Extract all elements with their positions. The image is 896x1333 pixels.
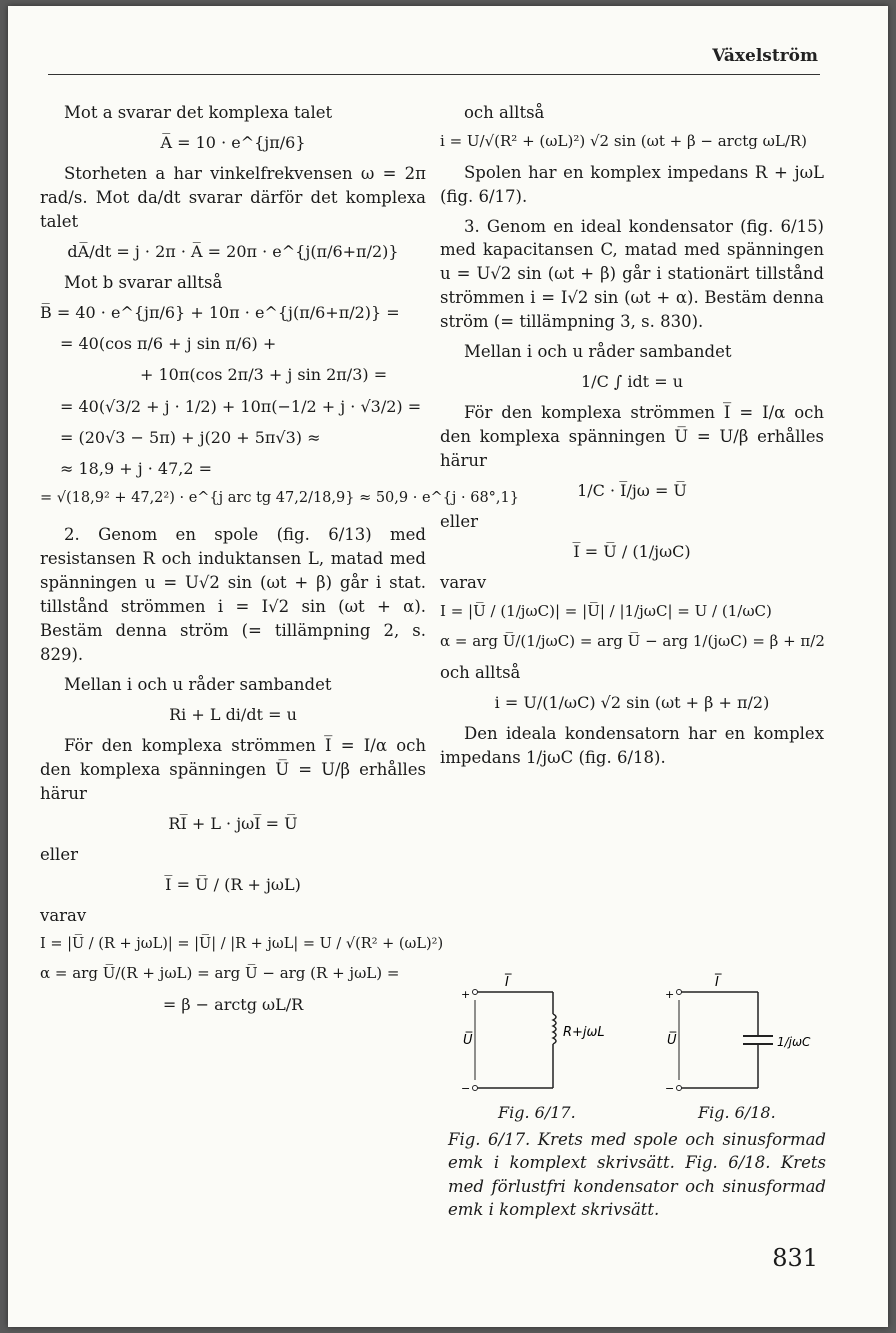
paragraph: Mot a svarar det komplexa talet bbox=[64, 103, 333, 122]
equation: dA̅/dt = j · 2π · A̅ = 20π · e^{j(π/6+π/2)} bbox=[67, 241, 399, 261]
equation: = (20√3 − 5π) + j(20 + 5π√3) ≈ bbox=[60, 427, 321, 447]
voltage-label: U̅ bbox=[667, 1033, 677, 1048]
paragraph: Mot b svarar alltså bbox=[64, 273, 223, 293]
equation: i = U/√(R² + (ωL)²) √2 sin (ωt + β − arctg ωL/R) bbox=[440, 131, 808, 150]
equation: A̅ = 10 · e^{jπ/6} bbox=[160, 132, 306, 152]
text-varav: varav bbox=[440, 573, 487, 593]
impedance-label: 1/jωC bbox=[777, 1035, 811, 1049]
equation: 1/C · I̅/jω = U̅ bbox=[577, 481, 687, 500]
equation: I = |U̅ / (1/jωC)| = |U̅| / |1/jωC| = U / (1/ωC) bbox=[440, 602, 772, 621]
text-och-alltsa: och alltså bbox=[440, 662, 521, 682]
equation: RI̅ + L · jωI̅ = U̅ bbox=[168, 813, 298, 833]
plus-label: + bbox=[461, 988, 471, 1001]
equation: = 40(cos π/6 + j sin π/6) + bbox=[60, 334, 277, 354]
plus-label: + bbox=[665, 988, 675, 1001]
equation: I̅ = U̅ / (R + jωL) bbox=[165, 874, 301, 894]
current-label: I̅ bbox=[715, 975, 719, 990]
header-rule bbox=[48, 74, 820, 75]
equation: + 10π(cos 2π/3 + j sin 2π/3) = bbox=[140, 365, 388, 385]
equation: = 40(√3/2 + j · 1/2) + 10π(−1/2 + j · √3/2) = bbox=[60, 396, 422, 416]
equation: I = |U̅ / (R + jωL)| = |U̅| / |R + jωL| = U / √(R² + (ωL)²) bbox=[40, 935, 444, 952]
equation: Ri + L di/dt = u bbox=[169, 704, 297, 724]
right-column bbox=[440, 101, 824, 776]
equation: ≈ 18,9 + j · 47,2 = bbox=[60, 458, 213, 478]
equation: 1/C ∫ idt = u bbox=[581, 372, 683, 392]
equation: I̅ = U̅ / (1/jωC) bbox=[573, 542, 691, 562]
paragraph: 3. Genom en ideal kondensator (fig. 6/15) med kapacitansen C, matad med spänningen u = U√2 sin (ωt + β) går i stationärt tillstånd strömmen i = I√2 sin (ωt + α). Bestäm denna ström (= tillämpning 3, s. 830). bbox=[440, 216, 824, 332]
equation: α = arg U̅/(1/jωC) = arg U̅ − arg 1/(jωC) = β + π/2 bbox=[440, 631, 825, 650]
equation: i = U/(1/ωC) √2 sin (ωt + β + π/2) bbox=[494, 692, 770, 712]
circuit-figures bbox=[453, 974, 828, 1095]
page-number: 831 bbox=[772, 1244, 818, 1272]
voltage-label: U̅ bbox=[463, 1033, 473, 1048]
text-varav: varav bbox=[40, 905, 87, 925]
current-label: I̅ bbox=[505, 975, 509, 990]
equation: B̅ = 40 · e^{jπ/6} + 10π · e^{j(π/6+π/2)} = bbox=[40, 302, 400, 322]
paragraph: Mellan i och u råder sambandet bbox=[64, 674, 332, 694]
equation: = β − arctg ωL/R bbox=[162, 994, 304, 1014]
fig-6-18-circuit bbox=[665, 974, 811, 1095]
paragraph: Spolen har en komplex impedans R + jωL (fig. 6/17). bbox=[440, 162, 824, 206]
paragraph: För den komplexa strömmen I̅ = I/α och den komplexa spänningen U̅ = U/β erhålles härur bbox=[40, 735, 426, 803]
paragraph: 2. Genom en spole (fig. 6/13) med resistansen R och induktansen L, matad med spänningen u = U√2 sin (ωt + β) går i stat. tillstånd strömmen i = I√2 sin (ωt + α). Bestäm denna ström (= tillämpning 2, s. 829). bbox=[40, 525, 426, 664]
figure-label-6-18: Fig. 6/18. bbox=[698, 1103, 776, 1122]
paragraph: För den komplexa strömmen I̅ = I/α och den komplexa spänningen U̅ = U/β erhålles härur bbox=[440, 403, 824, 471]
paragraph: Storheten a har vinkelfrekvensen ω = 2π rad/s. Mot da/dt svarar därför det komplexa talet bbox=[40, 164, 426, 231]
equation: = √(18,9² + 47,2²) · e^{j arc tg 47,2/18,9} ≈ 50,9 · e^{j · 68°,1} bbox=[40, 490, 519, 507]
text-eller: eller bbox=[440, 512, 478, 532]
paragraph: Mellan i och u råder sambandet bbox=[464, 342, 732, 362]
figure-caption: Fig. 6/17. Krets med spole och sinusformad emk i komplext skrivsätt. Fig. 6/18. Krets med förlustfri kondensator och sinusformad emk i komplext skrivsätt. bbox=[448, 1130, 826, 1220]
text-eller: eller bbox=[40, 844, 78, 864]
equation: α = arg U̅/(R + jωL) = arg U̅ − arg (R + jωL) = bbox=[40, 963, 400, 982]
paragraph: Den ideala kondensatorn har en komplex impedans 1/jωC (fig. 6/18). bbox=[440, 723, 824, 767]
figure-label-6-17: Fig. 6/17. bbox=[498, 1103, 576, 1122]
paragraph: och alltså bbox=[464, 103, 545, 122]
running-header: Växelström bbox=[712, 46, 818, 66]
page bbox=[8, 6, 888, 1327]
minus-label: − bbox=[461, 1082, 471, 1095]
impedance-label: R+jωL bbox=[563, 1025, 605, 1040]
minus-label: − bbox=[665, 1082, 675, 1095]
fig-6-17-circuit bbox=[461, 974, 605, 1095]
